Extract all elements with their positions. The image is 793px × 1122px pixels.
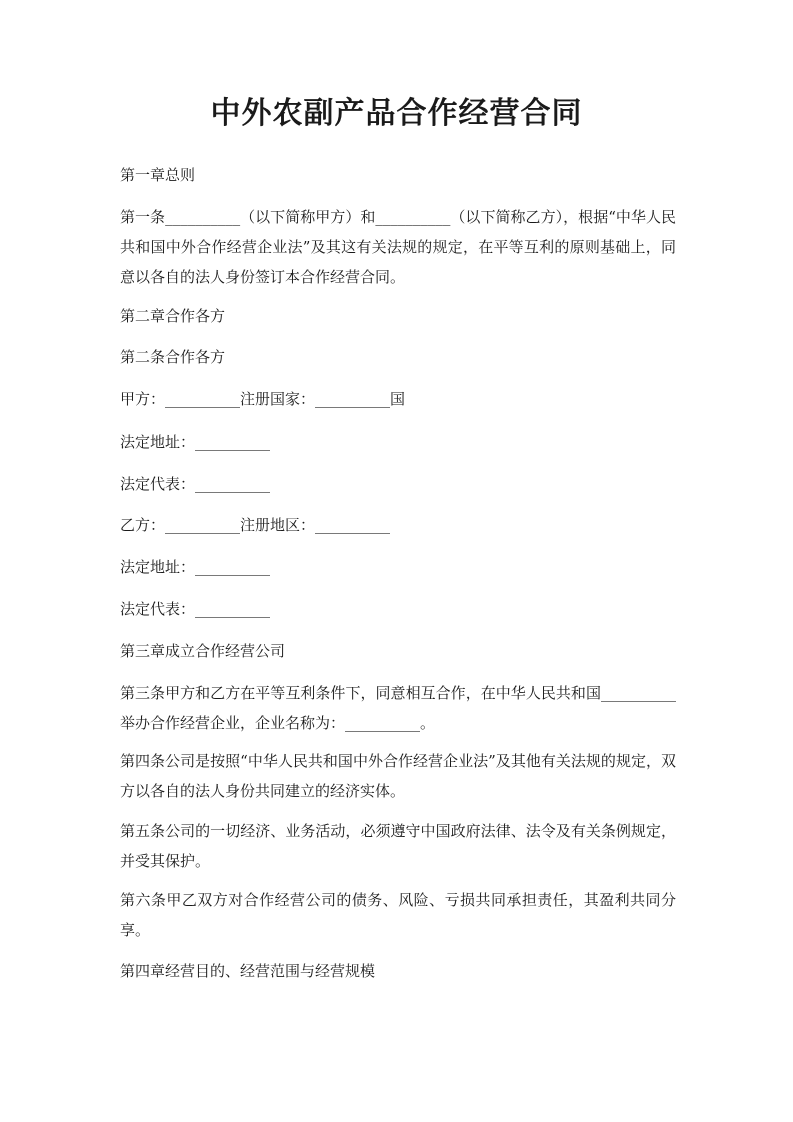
article-4: 第四条公司是按照“中华人民共和国中外合作经营企业法”及其他有关法规的规定，双方以各自的法人身份共同建立的经济实体。 <box>120 752 676 800</box>
article-2: 第二条合作各方 <box>120 348 226 366</box>
article-6: 第六条甲乙双方对合作经营公司的债务、风险、亏损共同承担责任，其盈利共同分享。 <box>120 891 676 939</box>
article-3: 第三条甲方和乙方在平等互利条件下，同意相互合作，在中华人民共和国__________举办合作经营企业，企业名称为：__________。 <box>120 684 676 732</box>
party-a-line: 甲方：__________注册国家：__________国 <box>120 390 406 408</box>
document-title: 中外农副产品合作经营合同 <box>210 96 583 131</box>
chapter-1-heading: 第一章总则 <box>120 166 196 184</box>
article-1: 第一条__________（以下简称甲方）和__________（以下简称乙方），根据“中华人民共和国中外合作经营企业法”及其这有关法规的规定，在平等互利的原则基础上，同意以各自的法人身份签订本合作经营合同。 <box>120 208 676 286</box>
chapter-4-heading: 第四章经营目的、经营范围与经营规模 <box>120 962 376 980</box>
party-b-representative: 法定代表：__________ <box>120 600 271 618</box>
chapter-3-heading: 第三章成立合作经营公司 <box>120 642 286 660</box>
party-a-representative: 法定代表：__________ <box>120 475 271 493</box>
party-b-address: 法定地址：__________ <box>120 558 271 576</box>
article-5: 第五条公司的一切经济、业务活动，必须遵守中国政府法律、法令及有关条例规定，并受其保护。 <box>120 822 676 870</box>
chapter-2-heading: 第二章合作各方 <box>120 307 226 325</box>
party-a-address: 法定地址：__________ <box>120 433 271 451</box>
party-b-line: 乙方：__________注册地区：__________ <box>120 516 391 534</box>
